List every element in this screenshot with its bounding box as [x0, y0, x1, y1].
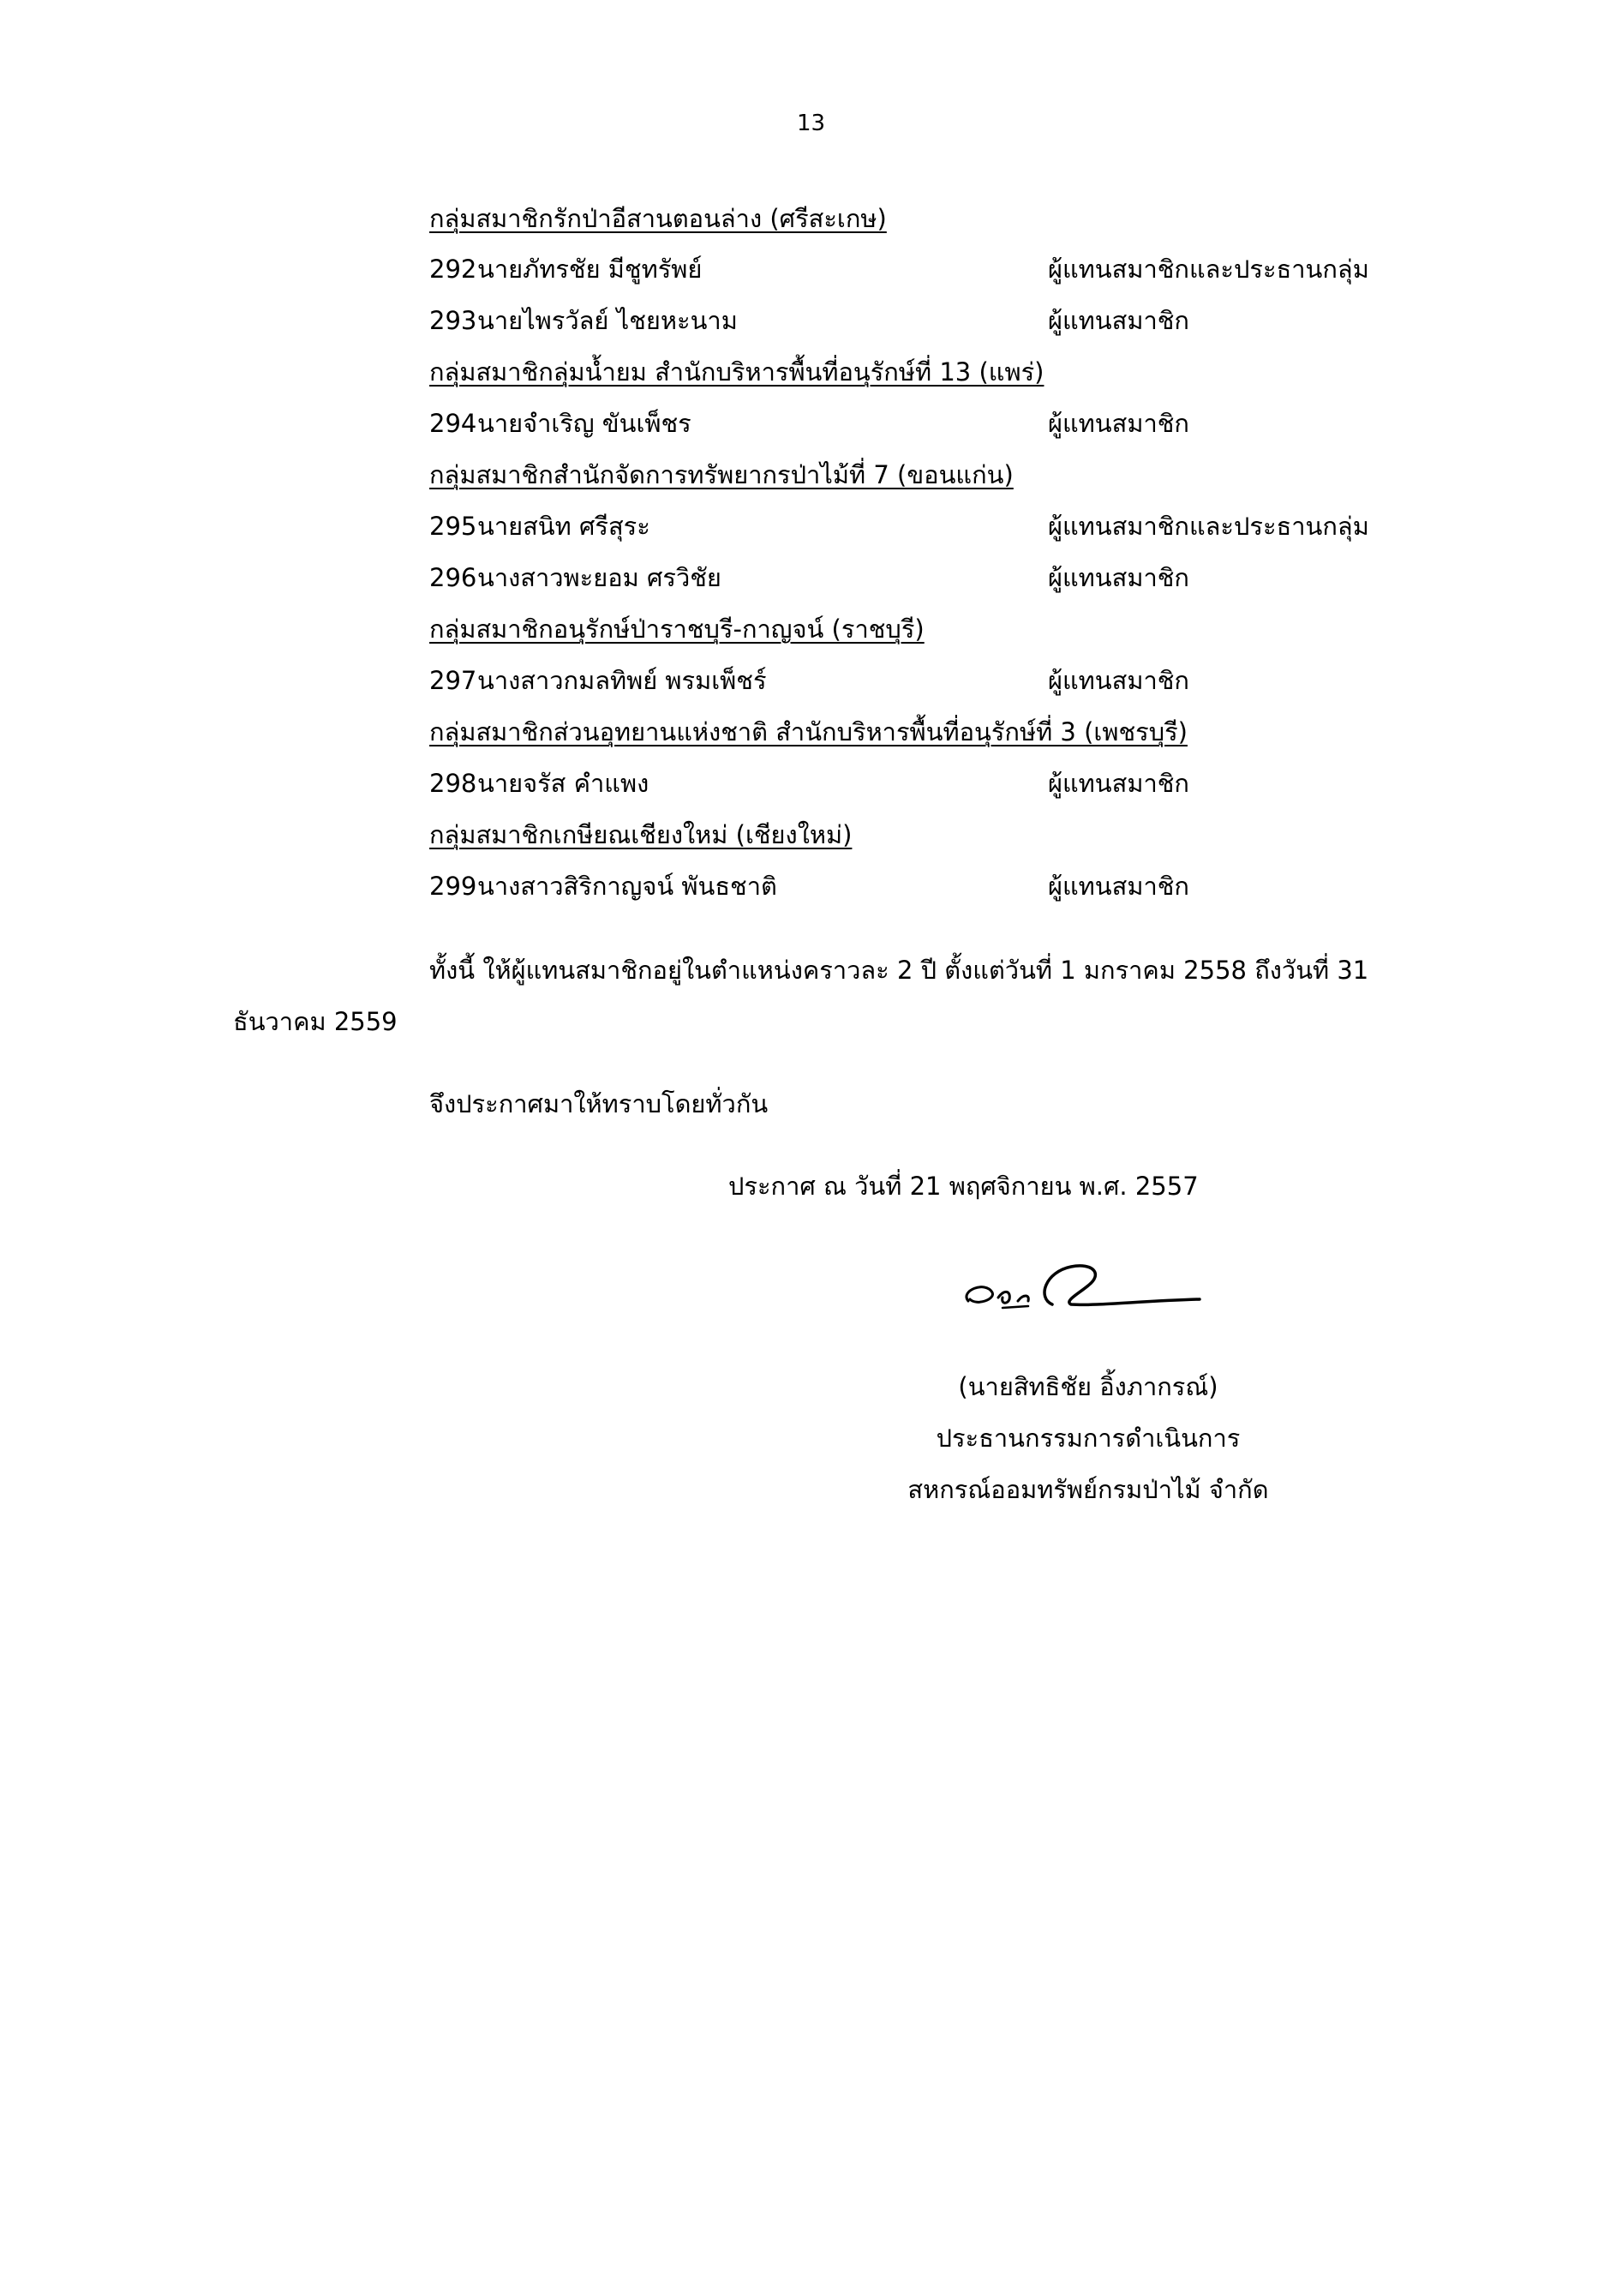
member-number: 293	[429, 306, 477, 335]
member-role: ผู้แทนสมาชิกและประธานกลุ่ม	[1048, 512, 1369, 541]
signatory-name: (นายสิทธิชัย อิ้งภากรณ์)	[958, 1372, 1218, 1401]
member-role: ผู้แทนสมาชิก	[1048, 666, 1189, 695]
group-heading: กลุ่มสมาชิกสำนักจัดการทรัพยากรป่าไม้ที่ 7 (ขอนแก่น)	[429, 460, 1014, 489]
group-heading: กลุ่มสมาชิกอนุรักษ์ป่าราชบุรี-กาญจน์ (ราชบุรี)	[429, 614, 925, 644]
member-name: นายสนิท ศรีสุระ	[477, 512, 650, 541]
member-name: นายภัทรชัย มีชูทรัพย์	[477, 255, 703, 284]
member-number: 292	[429, 255, 477, 284]
member-number: 294	[429, 409, 477, 438]
member-name: นายไพรวัลย์ ไชยหะนาม	[477, 306, 738, 335]
member-number: 295	[429, 512, 477, 541]
member-name: นายจรัส คำแพง	[477, 769, 649, 798]
handwritten-signature	[951, 1248, 1217, 1325]
announcement-date: ประกาศ ณ วันที่ 21 พฤศจิกายน พ.ศ. 2557	[728, 1172, 1199, 1201]
member-role: ผู้แทนสมาชิก	[1048, 563, 1189, 592]
member-name: นายจำเริญ ขันเพ็ชร	[477, 409, 691, 438]
member-name: นางสาวสิริกาญจน์ พันธชาติ	[477, 872, 777, 901]
member-number: 296	[429, 563, 477, 592]
announcement-text: จึงประกาศมาให้ทราบโดยทั่วกัน	[429, 1089, 769, 1118]
member-number: 299	[429, 872, 477, 901]
member-number: 297	[429, 666, 477, 695]
term-paragraph-line-2: ธันวาคม 2559	[233, 1007, 398, 1036]
member-role: ผู้แทนสมาชิก	[1048, 769, 1189, 798]
signatory-organization: สหกรณ์ออมทรัพย์กรมป่าไม้ จำกัด	[907, 1475, 1269, 1504]
member-name: นางสาวพะยอม ศรวิชัย	[477, 563, 721, 592]
group-heading: กลุ่มสมาชิกรักป่าอีสานตอนล่าง (ศรีสะเกษ)	[429, 204, 887, 233]
group-heading: กลุ่มสมาชิกเกษียณเชียงใหม่ (เชียงใหม่)	[429, 820, 853, 849]
member-name: นางสาวกมลทิพย์ พรมเพ็ชร์	[477, 666, 767, 695]
member-role: ผู้แทนสมาชิก	[1048, 306, 1189, 335]
member-role: ผู้แทนสมาชิก	[1048, 409, 1189, 438]
term-paragraph-line-1: ทั้งนี้ ให้ผู้แทนสมาชิกอยู่ในตำแหน่งคราวละ 2 ปี ตั้งแต่วันที่ 1 มกราคม 2558 ถึงวันที่ 31	[429, 956, 1369, 985]
member-number: 298	[429, 769, 477, 798]
page-number: 13	[796, 111, 826, 136]
member-role: ผู้แทนสมาชิกและประธานกลุ่ม	[1048, 255, 1369, 284]
signatory-title: ประธานกรรมการดำเนินการ	[936, 1424, 1241, 1453]
group-heading: กลุ่มสมาชิกลุ่มน้ำยม สำนักบริหารพื้นที่อนุรักษ์ที่ 13 (แพร่)	[429, 357, 1044, 387]
group-heading: กลุ่มสมาชิกส่วนอุทยานแห่งชาติ สำนักบริหารพื้นที่อนุรักษ์ที่ 3 (เพชรบุรี)	[429, 717, 1188, 746]
member-role: ผู้แทนสมาชิก	[1048, 872, 1189, 901]
